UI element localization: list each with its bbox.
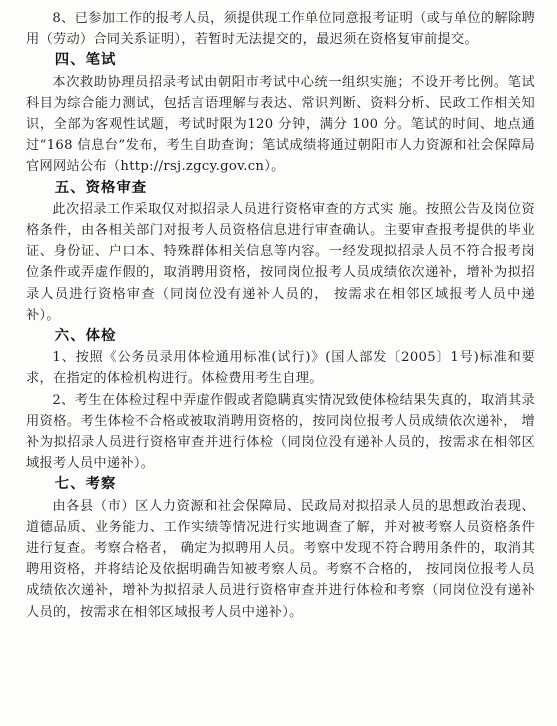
paragraph-item-8: 8、已参加工作的报考人员，须提供现工作单位同意报考证明（或与单位的解除聘用（劳动）合同关系证明），若暂时无法提交的，最迟须在资格复审前提交。 (26, 11, 535, 48)
section-heading-written-exam: 四、笔试 (54, 52, 117, 69)
paragraph-physical-exam-item-1: 1、按照《公务员录用体检通用标准(试行)》(国人部发〔2005〕1号)标准和要求，在指定的体检机构进行。体检费用考生自理。 (26, 350, 535, 387)
section-heading-inspection: 七、考察 (54, 476, 117, 493)
paragraph-written-exam: 本次救助协理员招录考试由朝阳市考试中心统一组织实施；不设开考比例。笔试科目为综合能力测试，包括言语理解与表达、常识判断、资料分析、民政工作相关知识，全部为客观性试题，考试时限为120 分钟，满分 100 分。笔试的时间、地点通过“168 信息台”发布，考生自助查询；笔试成绩将通过朝阳市人力资源和社会保障局官网网站公布（http://rsj.zgcy.gov.cn）。 (26, 74, 535, 175)
section-heading-qualification-review: 五、资格审查 (54, 179, 148, 196)
paragraph-inspection: 由各县（市）区人力资源和社会保障局、民政局对拟招录人员的思想政治表现、道德品质、业务能力、工作实绩等情况进行实地调查了解，并对被考察人员资格条件进行复查。考察合格者， 确定为拟聘用人员。考察中发现不符合聘用条件的，取消其聘用资格，并将结论及依据明确告知被考察人员。考察不合格的， 按同岗位报考人员成绩依次递补，增补为拟招录人员进行资格审查并进行体检和考察（同岗位没有递补人员的，按需求在相邻区域报考人员中递补）。 (26, 498, 535, 620)
paragraph-qualification-review: 此次招录工作采取仅对拟招录人员进行资格审查的方式实 施。按照公告及岗位资格条件，由各相关部门对报考人员资格信息进行审查确认。主要审查报考提供的毕业证、身份证、户口本、特殊群体相关信息等内容。一经发现拟招录人员不符合报考岗位条件或弄虚作假的，取消聘用资格，按同岗位报考人员成绩依次递补，增补为拟招录人员进行资格审查（同岗位没有递补人员的， 按需求在相邻区域报考人员中递补）。 (26, 201, 535, 323)
section-heading-physical-exam: 六、体检 (54, 328, 117, 345)
paragraph-physical-exam-item-2: 2、考生在体检过程中弄虚作假或者隐瞒真实情况致使体检结果失真的，取消其录用资格。考生体检不合格或被取消聘用资格的，按同岗位报考人员成绩依次递补， 增补为拟招录人员进行资格审查并进行体检（同岗位没有递补人员的，按需求在相邻区域报考人员中递补）。 (26, 392, 535, 472)
